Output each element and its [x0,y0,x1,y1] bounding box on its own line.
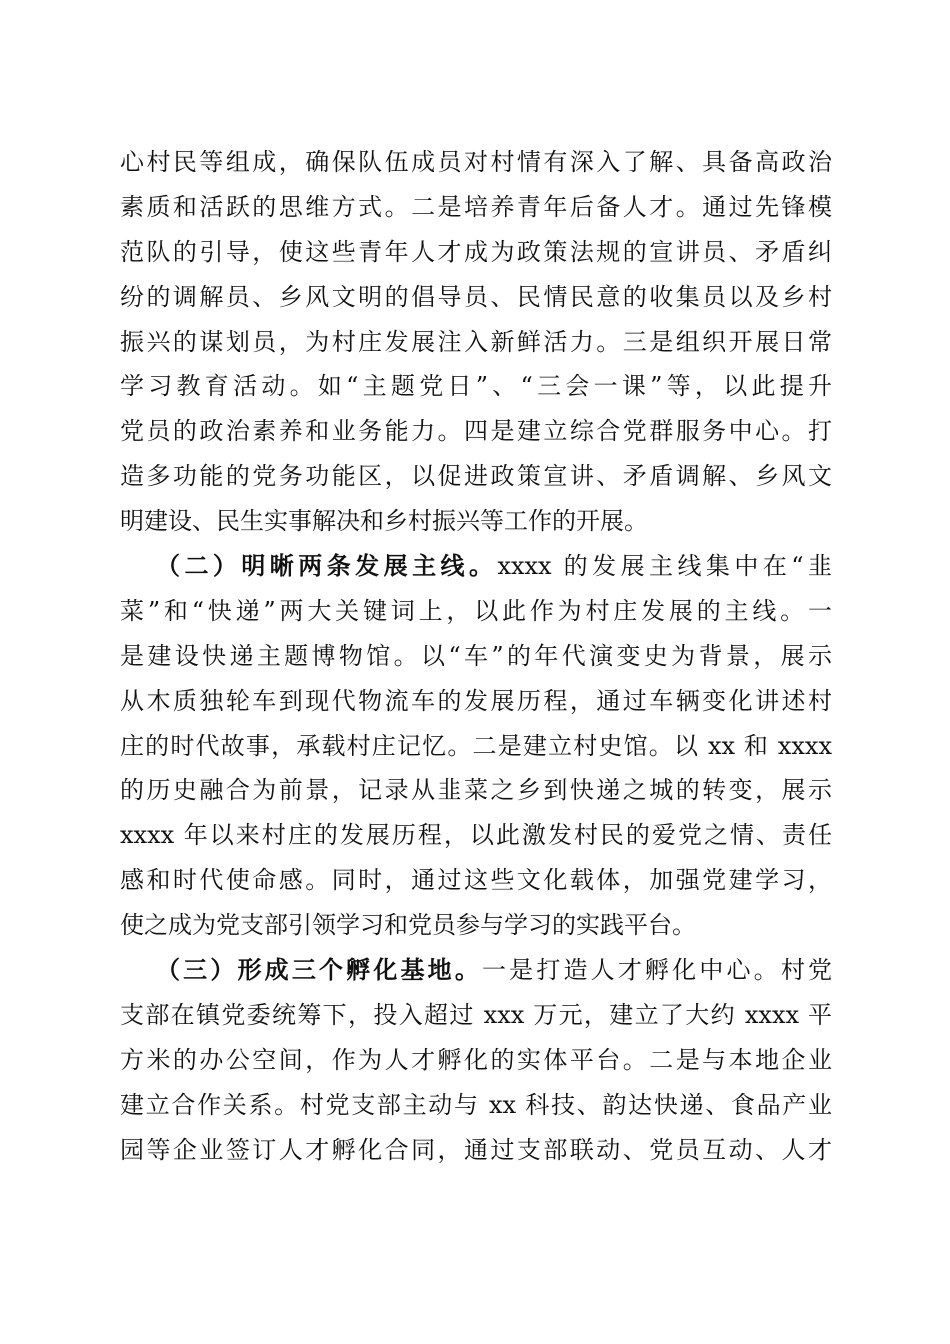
paragraph-2 [120,544,832,948]
text-line: 范队的引导，使这些青年人才成为政策法规的宣讲员、矛盾纠 [120,237,832,266]
body-text [120,140,832,1172]
text-line: xxxx 年以来村庄的发展历程，以此激发村民的爱党之情、责任 [120,821,832,850]
text-line: 庄的时代故事，承载村庄记忆。二是建立村史馆。以 xx 和 xxxx [120,731,832,760]
text-line: 方米的办公空间，作为人才孵化的实体平台。二是与本地企业 [120,1045,832,1074]
text-line: 是建设快递主题博物馆。以“车”的年代演变史为背景，展示 [120,641,832,670]
text-line: 纷的调解员、乡风文明的倡导员、民情民意的收集员以及乡村 [120,282,832,311]
section-heading: （三）形成三个孵化基地。 [156,956,482,985]
text-line: 支部在镇党委统筹下，投入超过 xxx 万元，建立了大约 xxxx 平 [120,1000,832,1029]
paragraph-1 [120,140,832,544]
text-segment: xxxx 的发展主线集中在“韭 [497,552,833,581]
text-line: 使之成为党支部引领学习和党员参与学习的实践平台。 [120,911,696,940]
paragraph-first-line [120,948,832,993]
text-line: 的历史融合为前景，记录从韭菜之乡到快递之城的转变，展示 [120,776,832,805]
text-line: 党员的政治素养和业务能力。四是建立综合党群服务中心。打 [120,417,832,446]
section-heading: （二）明晰两条发展主线。 [156,552,498,581]
text-line: 心村民等组成，确保队伍成员对村情有深入了解、具备高政治 [120,148,832,176]
text-line: 学习教育活动。如“主题党日”、“三会一课”等，以此提升 [120,372,832,401]
text-line: 建立合作关系。村党支部主动与 xx 科技、韵达快递、食品产业 [120,1090,832,1119]
text-line: 感和时代使命感。同时，通过这些文化载体，加强党建学习， [120,866,832,895]
paragraph-first-line [120,544,832,589]
text-line: 明建设、民生实事解决和乡村振兴等工作的开展。 [120,507,648,536]
text-line: 菜”和“快递”两大关键词上，以此作为村庄发展的主线。一 [120,596,832,625]
text-line: 振兴的谋划员，为村庄发展注入新鲜活力。三是组织开展日常 [120,327,832,356]
text-line: 从木质独轮车到现代物流车的发展历程，通过车辆变化讲述村 [120,686,832,715]
text-line: 素质和活跃的思维方式。二是培养青年后备人才。通过先锋模 [120,192,832,221]
text-line: 园等企业签订人才孵化合同，通过支部联动、党员互动、人才 [120,1135,832,1164]
text-segment: 一是打造人才孵化中心。村党 [482,956,832,985]
paragraph-3 [120,948,832,1172]
text-line: 造多功能的党务功能区，以促进政策宣讲、矛盾调解、乡风文 [120,462,832,491]
